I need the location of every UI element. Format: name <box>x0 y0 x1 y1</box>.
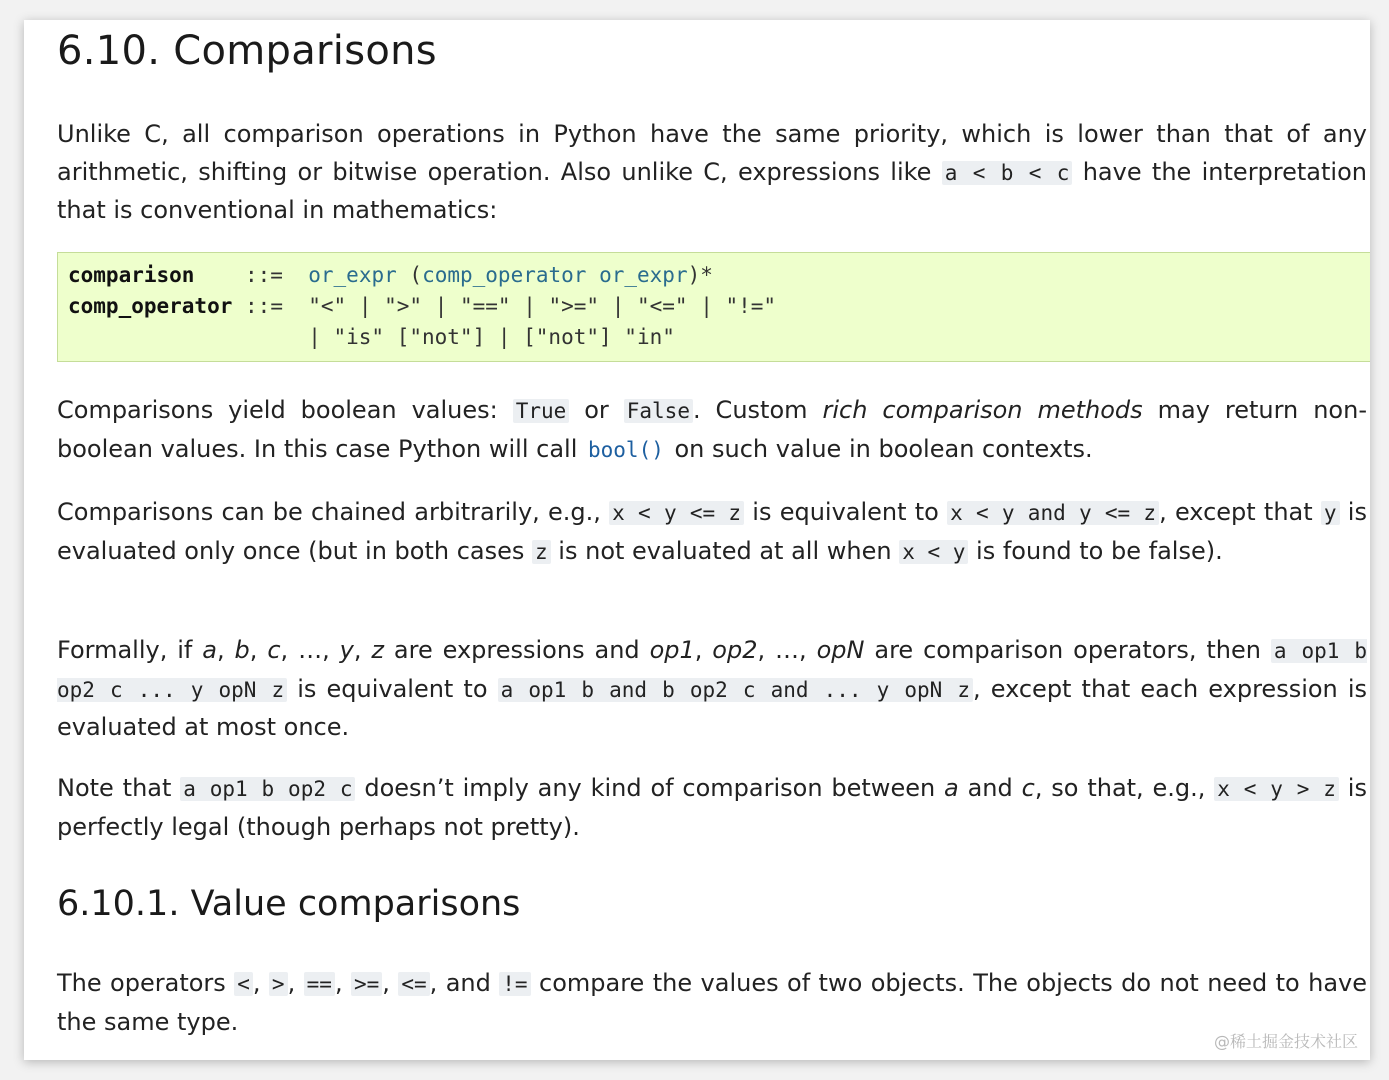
math-var: b <box>234 636 250 664</box>
text: Comparisons yield boolean values: <box>57 396 513 424</box>
inline-code: >= <box>351 972 382 996</box>
section-heading: 6.10. Comparisons <box>57 28 437 74</box>
text: is equivalent to <box>744 498 948 526</box>
grammar-punct: )* <box>687 263 713 287</box>
text: Note that <box>57 774 181 802</box>
inline-code: a op1 b op2 c ... y opN z <box>57 639 1367 702</box>
grammar-ref-link[interactable]: comp_operator <box>422 263 587 287</box>
formal-paragraph <box>57 632 1367 747</box>
inline-code: > <box>269 972 288 996</box>
text: are comparison operators, then <box>864 636 1271 664</box>
chaining-paragraph <box>57 494 1367 571</box>
text: is evaluated only once (but in both cases <box>57 498 1367 565</box>
grammar-punct: ( <box>396 263 423 287</box>
inline-code: True <box>513 399 570 423</box>
text: doesn’t imply any kind of comparison between <box>355 774 945 802</box>
text: or <box>569 396 624 424</box>
inline-code: z <box>532 540 551 564</box>
text: and <box>958 774 1022 802</box>
text: , <box>252 969 269 997</box>
text: The operators <box>57 969 235 997</box>
math-var: op2 <box>712 636 758 664</box>
inline-code: x < y and y <= z <box>947 501 1159 525</box>
inline-code: == <box>304 972 335 996</box>
math-var: c <box>1021 774 1035 802</box>
text: is not evaluated at all when <box>550 536 900 565</box>
grammar-block <box>57 252 1370 362</box>
text: Formally, if <box>57 636 203 664</box>
grammar-ref-link[interactable]: or_expr <box>308 263 397 287</box>
math-var: c <box>267 636 281 664</box>
inline-code: a op1 b op2 c <box>180 777 355 801</box>
boolean-paragraph <box>57 392 1367 469</box>
grammar-alternatives: | "is" ["not"] | ["not"] "in" <box>308 325 675 349</box>
math-var: a <box>944 774 959 802</box>
inline-code: != <box>499 972 530 996</box>
text: , <box>249 636 268 664</box>
watermark: @稀土掘金技术社区 <box>1213 1032 1358 1051</box>
inline-code: False <box>624 399 693 423</box>
grammar-line-3 <box>68 325 675 349</box>
intro-paragraph <box>57 116 1367 230</box>
text: , except that each expression is evaluated at most once. <box>57 674 1368 741</box>
inline-code: x < y > z <box>1214 777 1339 801</box>
grammar-ref-link[interactable]: or_expr <box>599 263 688 287</box>
rich-comparison-term: rich comparison methods <box>822 396 1143 424</box>
text: on such value in boolean contexts. <box>666 434 1093 463</box>
text: Unlike C, all comparison operations in Python have the same priority, which is lower than that of any arithmetic, shifting or bitwise operation. Also unlike C, expressions like <box>57 120 1367 186</box>
text: . Custom <box>692 396 823 424</box>
text: is equivalent to <box>287 674 498 703</box>
value-comparisons-paragraph <box>57 965 1367 1041</box>
inline-code: < <box>234 972 253 996</box>
math-var: op1 <box>649 636 695 664</box>
text: , and <box>429 969 500 997</box>
text: , …, <box>757 636 817 664</box>
text: are expressions and <box>383 636 650 664</box>
inline-code: y <box>1321 501 1340 525</box>
text: , <box>694 636 713 664</box>
inline-code: a op1 b and b op2 c and ... y opN z <box>498 678 973 702</box>
grammar-line-2 <box>68 294 776 318</box>
inline-code: x < y <= z <box>609 501 744 525</box>
inline-code: <= <box>398 972 429 996</box>
text: is perfectly legal (though perhaps not pretty). <box>57 774 1367 841</box>
grammar-line-1 <box>68 263 713 287</box>
text: is found to be false). <box>968 536 1223 565</box>
text: , so that, e.g., <box>1034 774 1215 802</box>
grammar-alternatives: "<" | ">" | "==" | ">=" | "<=" | "!=" <box>308 294 777 318</box>
text: compare the values of two objects. The objects do not need to have the same type. <box>57 969 1368 1036</box>
grammar-def-op: ::= <box>245 263 283 287</box>
math-var: z <box>371 636 384 664</box>
note-paragraph <box>57 770 1367 846</box>
doc-page <box>24 20 1370 1060</box>
text: , <box>287 969 304 997</box>
grammar-rule-name[interactable]: comparison <box>68 263 195 287</box>
text: , except that <box>1159 498 1321 526</box>
inline-code: a < b < c <box>942 161 1073 185</box>
bool-link[interactable]: bool() <box>588 437 664 462</box>
text: , <box>353 636 372 664</box>
grammar-rule-name[interactable]: comp_operator <box>68 294 233 318</box>
text: , <box>334 969 351 997</box>
text: , <box>217 636 235 664</box>
text: , …, <box>280 636 340 664</box>
math-var: opN <box>816 636 865 664</box>
inline-code: x < y <box>899 540 968 564</box>
text: , <box>382 969 399 997</box>
text: Comparisons can be chained arbitrarily, e.g., <box>57 498 610 526</box>
text: have the interpretation that is conventional in mathematics: <box>57 157 1367 224</box>
grammar-def-op: ::= <box>245 294 283 318</box>
math-var: y <box>339 636 354 664</box>
math-var: a <box>202 636 217 664</box>
text: may return non-boolean values. In this case Python will call <box>57 396 1367 463</box>
subsection-heading: 6.10.1. Value comparisons <box>57 884 521 924</box>
